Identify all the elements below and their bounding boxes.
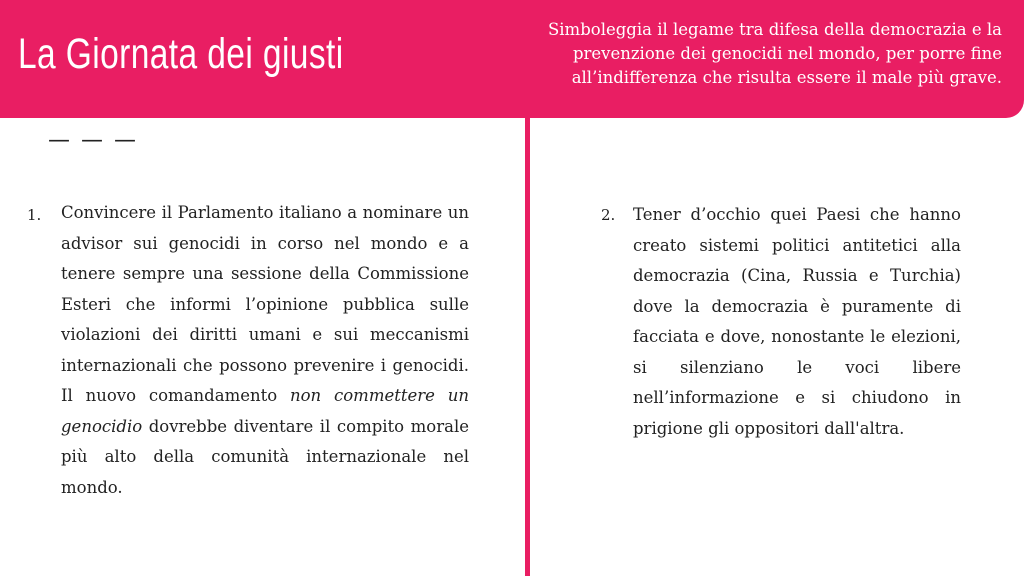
point-1-text-end: dovrebbe diventare il compito morale più alto della comunità internazionale nel mondo.: [61, 416, 469, 497]
point-2-number: 2.: [601, 206, 616, 224]
point-1-text: [61, 198, 469, 503]
point-1-number: 1.: [27, 206, 42, 224]
vertical-divider: [525, 110, 530, 576]
title-banner: [0, 0, 1024, 118]
point-1-text-start: Convincere il Parlamento italiano a nominare un advisor sui genocidi in corso nel mondo e a tenere sempre una sessione della Commissione Esteri che informi l’opinione pubblica sulle violazioni dei diritti umani e sui meccanismi internazionali che possono prevenire i genocidi. Il nuovo comandamento: [61, 203, 469, 405]
decorative-dashes: — — —: [48, 128, 138, 153]
slide-title: La Giornata dei giusti: [18, 30, 344, 78]
point-1-italic: non commettere un genocidio: [61, 386, 469, 436]
point-2-text: Tener d’occhio quei Paesi che hanno creato sistemi politici antitetici alla democrazia (Cina, Russia e Turchia) dove la democrazia è puramente di facciata e dove, nonostante le elezioni, si silenziano le voci libere nell’informazione e si chiudono in prigione gli oppositori dall'altra.: [633, 205, 961, 438]
slide-subtitle: Simboleggia il legame tra difesa della democrazia e la prevenzione dei genocidi nel mondo, per porre fine all’indifferenza che risulta essere il male più grave.: [547, 20, 1002, 87]
